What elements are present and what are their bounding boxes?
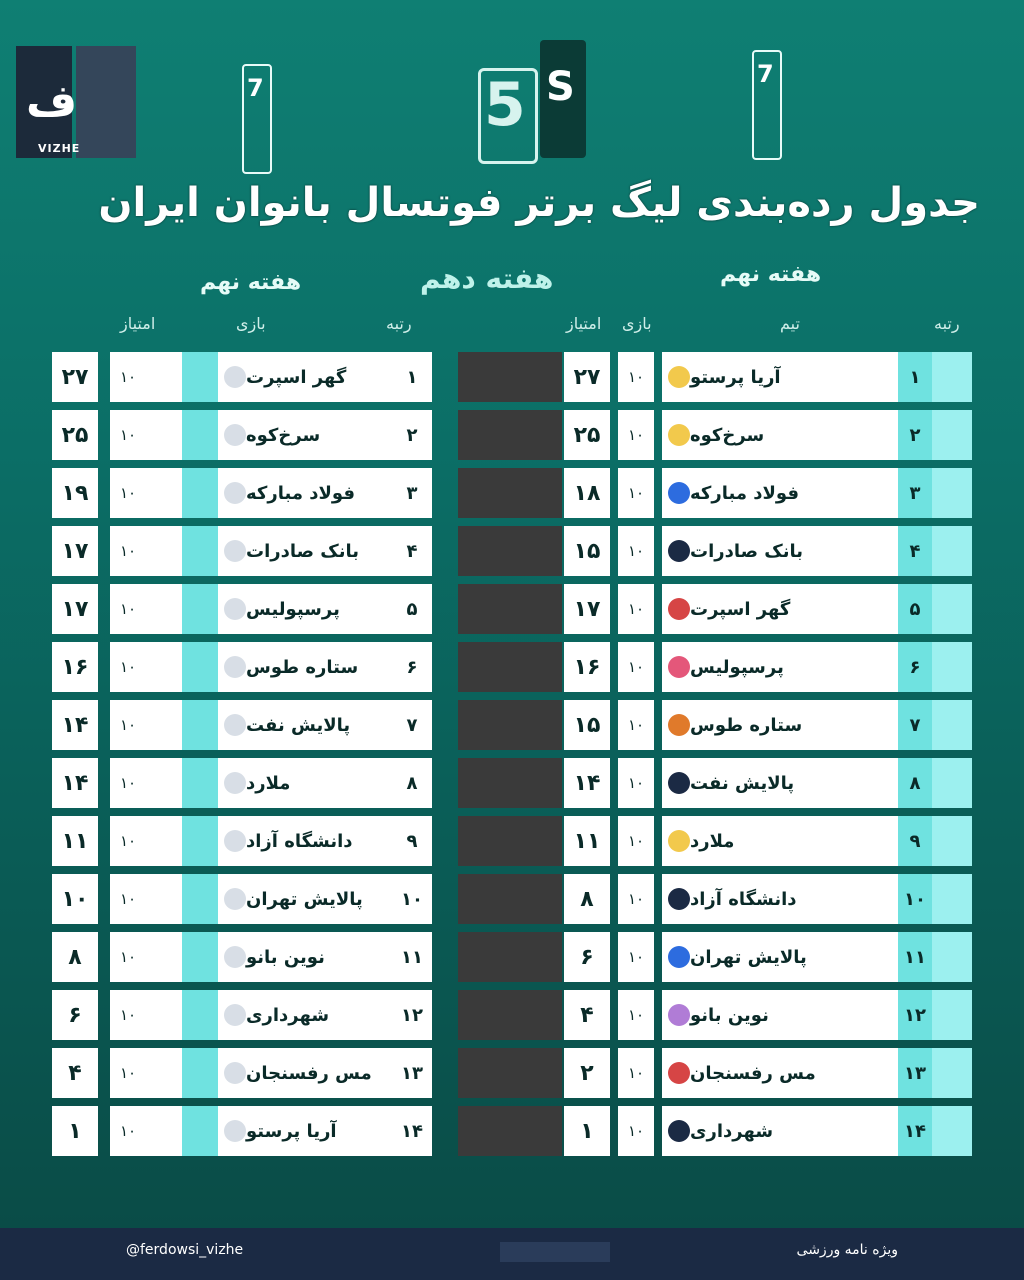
team-cell (218, 410, 392, 460)
played-cell: ۱۰ (110, 816, 146, 866)
played-cell: ۱۰ (110, 700, 146, 750)
team-cell (218, 642, 392, 692)
team-cell (218, 526, 392, 576)
team-logo-icon (224, 946, 246, 968)
played-cell: ۱۰ (110, 352, 146, 402)
team-logo-icon (224, 888, 246, 910)
rank-cell: ۹ (392, 816, 432, 866)
team-logo-icon (224, 1062, 246, 1084)
header-rank-left: رتبه (386, 314, 412, 333)
team-logo-icon (668, 656, 690, 678)
table-row (458, 758, 972, 808)
played-cell: ۱۰ (618, 990, 654, 1040)
team-logo-icon (224, 366, 246, 388)
ferdowsi-wordmark: VIZHE (38, 142, 81, 155)
team-name: فولاد مبارکه (246, 482, 355, 504)
team-name: پالایش تهران (690, 946, 807, 968)
team-logo-icon (668, 830, 690, 852)
points-cell: ۲ (564, 1048, 610, 1098)
team-logo-icon (224, 424, 246, 446)
table-row (52, 526, 460, 576)
header-played-left: بازی (236, 314, 266, 333)
rank-cell: ۱۱ (898, 932, 932, 982)
team-name: بانک صادرات (246, 540, 359, 562)
rank-cell: ۲ (392, 410, 432, 460)
team-name: گهر اسپرت (690, 598, 791, 620)
rank-cell: ۱۰ (898, 874, 932, 924)
header-team-right: تیم (780, 314, 800, 333)
page-title: جدول رده‌بندی لیگ برتر فوتسال بانوان ایران (98, 180, 980, 226)
points-cell: ۱۷ (52, 526, 98, 576)
badge-icon-right: 7 (752, 50, 782, 160)
team-logo-icon (668, 946, 690, 968)
rank-cell: ۱۲ (392, 990, 432, 1040)
team-name: دانشگاه آزاد (246, 830, 353, 852)
played-cell: ۱۰ (618, 932, 654, 982)
played-cell: ۱۰ (110, 758, 146, 808)
team-logo-icon (224, 540, 246, 562)
league-logo (478, 40, 588, 164)
table-row (458, 584, 972, 634)
team-name: پرسپولیس (690, 656, 784, 678)
table-row (458, 932, 972, 982)
rank-cell: ۱۴ (898, 1106, 932, 1156)
team-cell (662, 1106, 898, 1156)
team-cell (662, 468, 898, 518)
team-cell (662, 758, 898, 808)
rank-cell: ۵ (392, 584, 432, 634)
team-logo-icon (224, 1120, 246, 1142)
team-cell (662, 932, 898, 982)
team-name: ملارد (246, 772, 291, 794)
team-logo-icon (224, 714, 246, 736)
team-cell (662, 584, 898, 634)
league-glyph: S (546, 64, 575, 110)
rank-cell: ۱۰ (392, 874, 432, 924)
badge-icon-left: 7 (242, 64, 272, 174)
team-cell (662, 410, 898, 460)
table-row (52, 816, 460, 866)
rank-cell: ۴ (392, 526, 432, 576)
team-name: پالایش نفت (690, 772, 795, 794)
team-logo-icon (668, 482, 690, 504)
rank-cell: ۱۱ (392, 932, 432, 982)
team-cell (662, 1048, 898, 1098)
table-row (458, 700, 972, 750)
rank-cell: ۸ (392, 758, 432, 808)
points-cell: ۸ (52, 932, 98, 982)
table-row (52, 1106, 460, 1156)
team-name: سرخ‌کوه (690, 424, 765, 446)
points-cell: ۲۷ (52, 352, 98, 402)
played-cell: ۱۰ (110, 932, 146, 982)
rank-cell: ۶ (898, 642, 932, 692)
played-cell: ۱۰ (110, 642, 146, 692)
subtitle-left: هفته نهم (200, 270, 302, 295)
team-name: پالایش نفت (246, 714, 351, 736)
team-cell (218, 352, 392, 402)
points-cell: ۱ (564, 1106, 610, 1156)
table-row (458, 642, 972, 692)
team-name: مس رفسنجان (690, 1062, 816, 1084)
team-logo-icon (668, 540, 690, 562)
table-row (52, 700, 460, 750)
rank-cell: ۸ (898, 758, 932, 808)
table-row (458, 874, 972, 924)
team-name: نوین بانو (690, 1004, 769, 1026)
played-cell: ۱۰ (618, 468, 654, 518)
team-name: آریا پرستو (246, 1120, 337, 1142)
played-cell: ۱۰ (618, 874, 654, 924)
team-logo-icon (668, 366, 690, 388)
footer (0, 1228, 1024, 1280)
team-logo-icon (224, 830, 246, 852)
played-cell: ۱۰ (618, 584, 654, 634)
played-cell: ۱۰ (618, 700, 654, 750)
rank-cell: ۳ (898, 468, 932, 518)
team-name: پرسپولیس (246, 598, 340, 620)
table-row (52, 990, 460, 1040)
team-cell (218, 758, 392, 808)
played-cell: ۱۰ (618, 816, 654, 866)
team-name: سرخ‌کوه (246, 424, 321, 446)
team-cell (218, 990, 392, 1040)
team-cell (218, 584, 392, 634)
points-cell: ۱۴ (564, 758, 610, 808)
played-cell: ۱۰ (110, 1048, 146, 1098)
team-cell (662, 874, 898, 924)
rank-cell: ۹ (898, 816, 932, 866)
team-name: فولاد مبارکه (690, 482, 799, 504)
played-cell: ۱۰ (110, 874, 146, 924)
points-cell: ۱۶ (564, 642, 610, 692)
rank-cell: ۴ (898, 526, 932, 576)
header-played-right: بازی (622, 314, 652, 333)
team-cell (218, 700, 392, 750)
points-cell: ۱۵ (564, 700, 610, 750)
points-cell: ۲۵ (564, 410, 610, 460)
team-name: ملارد (690, 830, 735, 852)
played-cell: ۱۰ (110, 410, 146, 460)
team-logo-icon (668, 714, 690, 736)
team-cell (218, 816, 392, 866)
played-cell: ۱۰ (110, 526, 146, 576)
team-name: مس رفسنجان (246, 1062, 372, 1084)
rank-cell: ۷ (392, 700, 432, 750)
team-logo-icon (224, 1004, 246, 1026)
played-cell: ۱۰ (618, 1048, 654, 1098)
points-cell: ۱۶ (52, 642, 98, 692)
points-cell: ۴ (564, 990, 610, 1040)
rank-cell: ۶ (392, 642, 432, 692)
rank-cell: ۱۴ (392, 1106, 432, 1156)
table-row (52, 584, 460, 634)
team-cell (218, 1048, 392, 1098)
team-name: پالایش تهران (246, 888, 363, 910)
played-cell: ۱۰ (618, 410, 654, 460)
rank-cell: ۱ (392, 352, 432, 402)
team-cell (662, 700, 898, 750)
rank-cell: ۱۳ (898, 1048, 932, 1098)
team-cell (218, 874, 392, 924)
table-row (52, 1048, 460, 1098)
played-cell: ۱۰ (110, 468, 146, 518)
table-row (458, 990, 972, 1040)
team-name: شهرداری (246, 1004, 330, 1026)
team-cell (218, 932, 392, 982)
played-cell: ۱۰ (618, 526, 654, 576)
ferdowsi-glyph: ف (26, 76, 78, 127)
points-cell: ۶ (564, 932, 610, 982)
table-row (52, 932, 460, 982)
team-cell (662, 352, 898, 402)
points-cell: ۱۴ (52, 758, 98, 808)
team-logo-icon (668, 1120, 690, 1142)
played-cell: ۱۰ (110, 1106, 146, 1156)
team-name: نوین بانو (246, 946, 325, 968)
ferdowsi-logo (16, 46, 136, 158)
table-row (458, 816, 972, 866)
team-cell (662, 526, 898, 576)
played-cell: ۱۰ (618, 352, 654, 402)
rank-cell: ۲ (898, 410, 932, 460)
team-cell (662, 816, 898, 866)
team-name: ستاره طوس (246, 656, 359, 678)
table-row (52, 642, 460, 692)
subtitle-center: هفته دهم (420, 262, 554, 295)
table-row (52, 874, 460, 924)
team-logo-icon (224, 598, 246, 620)
table-row (458, 352, 972, 402)
team-name: شهرداری (690, 1120, 774, 1142)
rank-cell: ۳ (392, 468, 432, 518)
team-name: دانشگاه آزاد (690, 888, 797, 910)
table-row (458, 1048, 972, 1098)
points-cell: ۱۷ (52, 584, 98, 634)
team-logo-icon (224, 656, 246, 678)
team-logo-icon (668, 598, 690, 620)
team-name: آریا پرستو (690, 366, 781, 388)
table-row (52, 352, 460, 402)
points-cell: ۱۹ (52, 468, 98, 518)
played-cell: ۱۰ (618, 1106, 654, 1156)
points-cell: ۱۰ (52, 874, 98, 924)
points-cell: ۱۷ (564, 584, 610, 634)
table-row (458, 468, 972, 518)
team-cell (218, 468, 392, 518)
points-cell: ۱۸ (564, 468, 610, 518)
points-cell: ۸ (564, 874, 610, 924)
table-row (458, 410, 972, 460)
table-row (458, 1106, 972, 1156)
rank-cell: ۱۳ (392, 1048, 432, 1098)
team-logo-icon (668, 888, 690, 910)
played-cell: ۱۰ (618, 642, 654, 692)
rank-cell: ۱۲ (898, 990, 932, 1040)
team-cell (662, 990, 898, 1040)
header-points-left: امتیاز (120, 314, 156, 333)
team-cell (218, 1106, 392, 1156)
league-number: 5 (484, 70, 526, 140)
footer-right-text: ویژه نامه ورزشی (796, 1242, 898, 1258)
points-cell: ۱۱ (564, 816, 610, 866)
team-name: بانک صادرات (690, 540, 803, 562)
played-cell: ۱۰ (110, 990, 146, 1040)
team-logo-icon (668, 1004, 690, 1026)
subtitle-right: هفته نهم (720, 262, 822, 287)
team-name: ستاره طوس (690, 714, 803, 736)
table-row (458, 526, 972, 576)
points-cell: ۱۵ (564, 526, 610, 576)
rank-cell: ۵ (898, 584, 932, 634)
team-logo-icon (224, 482, 246, 504)
header-rank-right: رتبه (934, 314, 960, 333)
table-row (52, 468, 460, 518)
points-cell: ۶ (52, 990, 98, 1040)
footer-left-text: @ferdowsi_vizhe (126, 1242, 244, 1258)
table-row (52, 410, 460, 460)
team-logo-icon (668, 424, 690, 446)
points-cell: ۲۵ (52, 410, 98, 460)
points-cell: ۱ (52, 1106, 98, 1156)
team-logo-icon (668, 772, 690, 794)
points-cell: ۱۴ (52, 700, 98, 750)
played-cell: ۱۰ (110, 584, 146, 634)
header-points-right: امتیاز (566, 314, 602, 333)
team-logo-icon (224, 772, 246, 794)
team-name: گهر اسپرت (246, 366, 347, 388)
played-cell: ۱۰ (618, 758, 654, 808)
points-cell: ۲۷ (564, 352, 610, 402)
points-cell: ۱۱ (52, 816, 98, 866)
rank-cell: ۷ (898, 700, 932, 750)
team-logo-icon (668, 1062, 690, 1084)
table-row (52, 758, 460, 808)
rank-cell: ۱ (898, 352, 932, 402)
points-cell: ۴ (52, 1048, 98, 1098)
team-cell (662, 642, 898, 692)
